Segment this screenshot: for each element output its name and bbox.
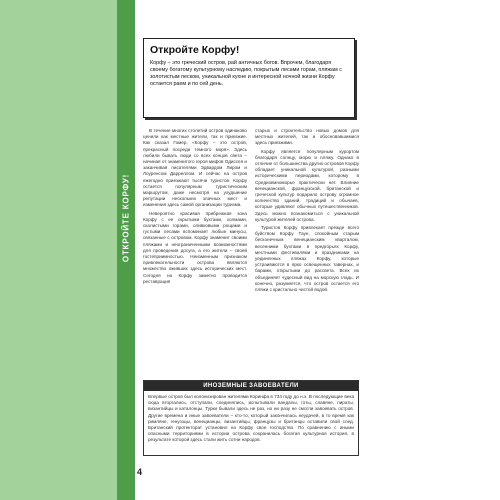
paragraph: Невероятно красивая прибрежная зона Корфу с ее скрытыми бухтами, холмами, скалистыми горами, оливковыми рощами и густыми лесами вспоминает любые минусы, связанные с островом. Корфу знаменит своими пляжами и неограниченными возможностями для проведения досуга, а его жители – своей гостеприимностью. Неизменным признаком привлекательности острова являются множество оживших здесь исторических мест. Сегодня на Корфу заметно проводится реставрация <box>143 210 247 284</box>
paragraph: В течение многих столетий остров одинаково ценили как местные жители, так и приезжие. Как сказал Гомер, «Корфу – это остров, прекрасный посреди темного моря». Здесь любили бывать люди со всех концов света – начиная от знаменитого героя мифов Одиссея и заканчивая писателями Эдвардом Лиром и Лоуренсом Дарреллом. И сейчас на остров ежегодно приезжают тысячи туристов. Корфу остается популярным туристическим маршрутом, даже несмотря на ухудшение репутации нескольких злачных мест и изменения здесь самой организации туризма. <box>143 128 247 208</box>
intro-text: Корфу – это греческий остров, рай античных богов. Впрочем, благодаря своему богатому культурному наследию, покрытым лесами горам, пляжам с золотистым песком, уникальной кухне и интересной ночной жизни Корфу остается раем и по сей день. <box>150 60 342 87</box>
intro-box <box>143 38 355 118</box>
green-margin-band <box>0 0 125 500</box>
intro-title: Откройте Корфу! <box>150 44 240 56</box>
article-columns <box>143 128 359 376</box>
side-tab-label: ОТКРОЙТЕ КОРФУ! <box>121 173 131 263</box>
paragraph: Корфу является популярным курортом благодаря солнцу, морю и пляжу. Однако в отличие от большинства других островов Корфу обладает уникальной культурой, разными историческими периодами, которому в Средиземноморье практически нет. Влияние венецианской, французской, британской и греческой культур подарило острову огромное количество зданий, традиций и обычаев, которые удивляют обычных путешественников. Здесь можно познакомиться с уникальной культурой жителей острова. <box>255 148 359 222</box>
right-column <box>255 128 359 376</box>
paragraph: Туристов Корфу привлекает прежде всего буйством Корфу Таун, спокойным старым бесконечным венецианским кварталом, весенними бухтами в предгорьях Корфу, местными фестивалями и праздниками на уединенных пляжах Корфу, которые устраиваются в ярко освещенных тавернах, и барами, открытыми до рассвета. Всех их объединяет чудесный вид на морскую гладь. И конечно, разумеется, что остров остается его пляжи с кристально чистой водой. <box>255 225 359 293</box>
page-number: 4 <box>137 467 143 477</box>
paragraph: старых и строительство новых домов для местных жителей, так и обосновавшимися здесь приезжими. <box>255 128 359 146</box>
sidebar-box <box>143 380 359 456</box>
sidebar-box-text: Впервые остров был колонизирован жителями Коринфа в 734 году до н.э. В последующие века сюда вторгались, отступали, соединялись, испытывали вандалы, готы, славяне, пираты, византийцы и каталонцы. Турки бывали здесь не раз, но ни разу не смогли завоевать остров. Другие времена и иные завоеватели – кто-то, который закончилась неудачей, в то время как римляне, генуэзцы, венецианцы, византийцы, французы и британцы оставили свой след. Британский протекторат установил на Корфу свое господство. По сравнению с иными опасными территориями в истории острова сохранилась богатая культурная история, в результате которой здесь стали жить сотни народов. <box>148 394 354 443</box>
sidebar-box-title: ИНОЗЕМНЫЕ ЗАВОЕВАТЕЛИ <box>144 381 358 391</box>
left-column <box>143 128 247 376</box>
